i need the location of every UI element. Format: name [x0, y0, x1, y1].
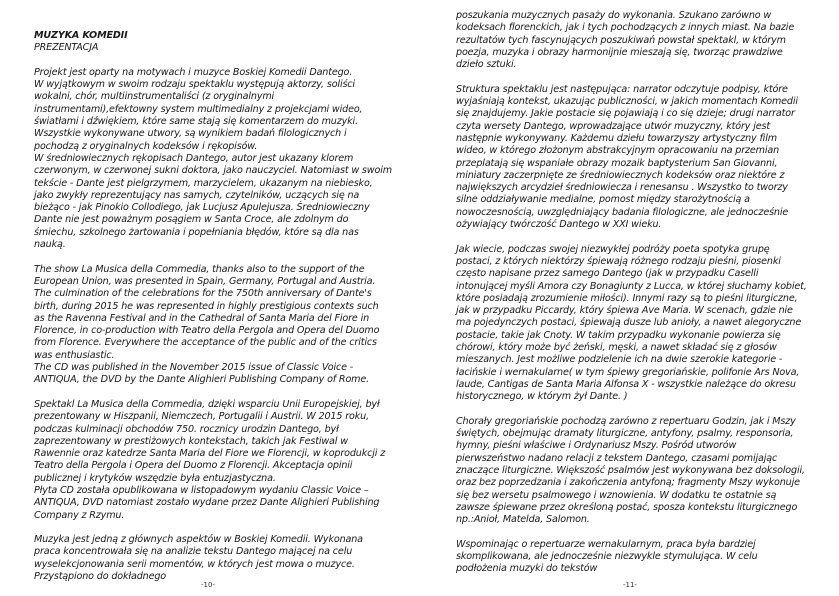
paragraph: Jak wiecie, podczas swojej niezwykłej podróży poeta spotyka grupę postaci, z których niektórzy śpiewają różnego rodzaju pieśni, piosenki często napisane przez samego Dantego (jak w przypadku Caselli intonującej myśli Amora czy Bonagiunty z Lucca, w której słuchamy kobiet, które posiadają zrozumienie miłości). Innymi razy są to pieśni liturgiczne, jak w przypadku Piccardy, który śpiewa Ave Maria. W scenach, gdzie nie ma pojedynczych postaci, śpiewają dusze lub anioły, a nawet alegoryczne postacie, takie jak Cnoty. W takim przypadku wykonanie powierza się chórowi, który może być żeński, męski, a nawet składać się z głosów mieszanych. Jest możliwe podzielenie ich na dwie szerokie kategorie - łacińskie i wernakularne( w tym śpiewy gregoriańskie, polifonie Ars Nova, laude, Cantigas de Santa Maria Alfonsa X - wszystkie należące do okresu historycznego, w którym żył Dante. ) [456, 243, 807, 403]
left-page [0, 0, 419, 595]
paragraph: Muzyka jest jedną z głównych aspektów w Boskiej Komedii. Wykonana praca koncentrowała się na analizie tekstu Dantego mającej na celu wyselekcjonowania serii momentów, w których jest mowa o muzyce. Przystąpiono do dokładnego [34, 534, 363, 583]
page-subtitle: PREZENTACJA [34, 42, 99, 54]
page-number: -11- [623, 581, 637, 589]
paragraph: poszukania muzycznych pasaży do wykonania. Szukano zarówno w kodeksach florenckich, jak i tych pochodzących z innych miast. Na bazie rezultatów tych fascynujących poszukiwań powstał spektakl, w którym poezja, muzyka i obrazy harmonijnie mieszają się, tworząc prawdziwe dzieło sztuki. [456, 10, 795, 71]
left-text-column [34, 30, 392, 596]
page-title: MUZYKA KOMEDII [34, 30, 128, 41]
paragraph: Wspominając o repertuarze wernakularnym, praca była bardziej skomplikowana, ale jednocześnie niezwykle stymulująca. W celu podłożenia muzyki do tekstów [456, 538, 758, 575]
paragraph: Projekt jest oparty na motywach i muzyce Boskiej Komedii Dantego. W wyjątkowym w swoim rodzaju spektaklu występują aktorzy, soliści wokalni, chór, multiinstrumentaliści (z oryginalnymi instrumentami),efektowny system multimedialny z projekcjami wideo, światłami i dźwiękiem, które same stają się komentarzem do muzyki. Wszystkie wykonywane utwory, są wynikiem badań filologicznych i pochodzą z oryginalnych kodeksów i rękopisów. W średniowiecznych rękopisach Dantego, autor jest ukazany klorem czerwonym, w czerwonej sukni doktora, jako nauczyciel. Natomiast w swoim tekście - Dante jest pielgrzymem, marzycielem, ukazanym na niebiesko, jako zwykły reprezentujący nas samych, czytelników, uczących się na bieżąco - jak Pinokio Collodiego, jak Lucjusz Apulejusza. Średniowieczny Dante nie jest poważnym posągiem w Santa Croce, ale zdolnym do śmiechu, szkolnego żartowania i popełniania błędów, które są dla nas nauką. [34, 66, 392, 251]
right-page [419, 0, 839, 595]
paragraph: Chorały gregoriańskie pochodzą zarówno z repertuaru Godzin, jak i Mszy świętych, obejmując dramaty liturgiczne, antyfony, psalmy, responsoria, hymny, pieśni właściwe i Ordynariusz Mszy. Pośród utworów pierwszeństwo nadano relacji z tekstem Dantego, czasami pomijając znaczące liturgiczne. Większość psalmów jest wykonywana bez doksologii, oraz bez poprzedzania i zakończenia antyfoną; fragmenty Mszy wykonuje się bez wersetu psalmowego i wznowienia. W dodatku te ostatnie są zawsze śpiewane przez określoną postać, sposza kontekstu liturgicznego np.:Anioł, Matelda, Salomon. [456, 415, 805, 526]
right-text-column [456, 10, 808, 588]
paragraph: Spektakl La Musica della Commedia, dzięki wsparciu Unii Europejskiej, był prezentowany w Hiszpanii, Niemczech, Portugalii i Austrii. W 2015 roku, podczas kulminacji obchodów 750. rocznicy urodzin Dantego, był zaprezentowany w prestiżowych kontekstach, takich jak Festiwal w Rawennie oraz katedrze Santa Maria del Fiore we Florencji, w koprodukcji z Teatro della Pergola i Opera del Duomo z Florencji. Akceptacja opinii publicznej i krytyków wszędzie była entuzjastyczna. Płyta CD została opublikowana w listopadowym wydaniu Classic Voice – ANTIQUA, DVD natomiast zostało wydane przez Dante Alighieri Publishing Company z Rzymu. [34, 398, 386, 521]
page-number: -10- [201, 581, 215, 589]
paragraph: Struktura spektaklu jest następująca: narrator odczytuje podpisy, które wyjaśniają kontekst, ukazując publiczności, w jakich momentach Komedii się znajdujemy. Jakie postacie się pojawiają i co się dzieje; drugi narrator czyta wersety Dantego, wprowadzające utwór muzyczny, który jest następnie wykonywany. Każdemu dziełu towarzyszy artystyczny film wideo, w którego złożonym abstrakcyjnym opracowaniu na przemian przeplatają się wspaniałe obrazy mozaik baptysterium San Giovanni, miniatury zaczerpnięte ze średniowiecznych kodeksów oraz niektóre z największych arcydzieł średniowiecza i renesansu . Wszystko to tworzy silne oddziaływanie medialne, pomost między starożytnością a nowoczesnością, uwzględniający badania filologiczne, ale jednocześnie ożywiający twórczość Dantego w XXI wieku. [456, 83, 798, 231]
paragraph: The show La Musica della Commedia, thanks also to the support of the European Union, was presented in Spain, Germany, Portugal and Austria. The culmination of the celebrations for the 750th anniversary of Dante's birth, during 2015 he was represented in highly prestigious contexts such as the Ravenna Festival and in the Cathedral of Santa Maria del Fiore in Florence, in co-production with Teatro della Pergola and Opera del Duomo from Florence. Everywhere the acceptance of the public and of the critics was enthusiastic. The CD was published in the November 2015 issue of Classic Voice - ANTIQUA, the DVD by the Dante Alighieri Publishing Company of Rome. [34, 263, 380, 386]
